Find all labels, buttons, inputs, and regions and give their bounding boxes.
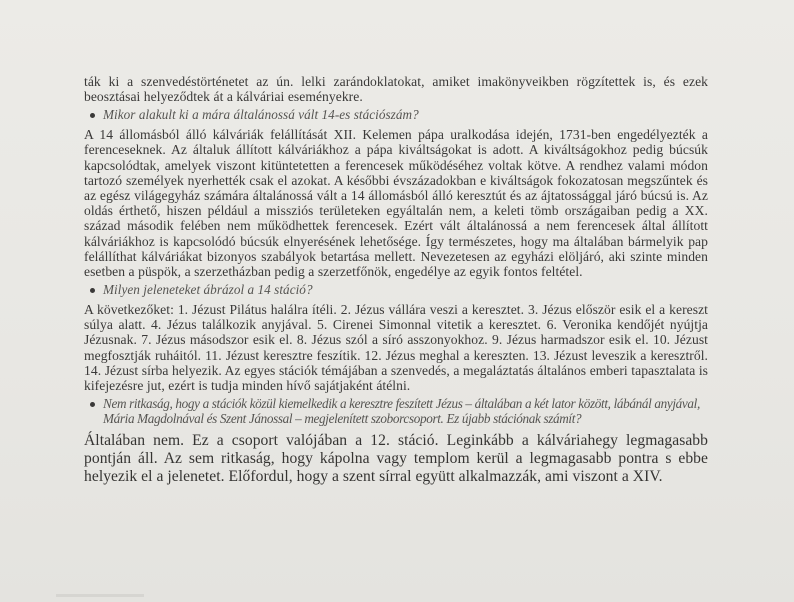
question-station-count <box>84 108 708 123</box>
paragraph-history: A 14 állomásból álló kálváriák felállítását XII. Kelemen pápa uralkodása idején, 1731-ben engedélyezték a ferenceseknek. Az általuk állított kálváriákhoz a pápa kiváltságokat is adott. A kiváltságokhoz pedig búcsúk kapcsolódtak, amelyek viszont kitüntetetten a ferencesek működéséhez voltak kötve. A rendhez valami módon tartozó személyek nyerhették csak el azokat. A későbbi évszázadokban e kiváltságok fokozatosan megszűntek és az egész világegyház számára általánossá vált a 14 állomásból álló keresztút és az ájtatossággal járó búcsú is. Az oldás érthető, hiszen például a missziós területeken egyáltalán nem, a keleti tömb országaiban pedig a XX. század második felében nem működhettek ferencesek. Ezért vált általánossá a nem ferencesek által állított kálváriákhoz is kapcsolódó búcsúk elnyerésének lehetősége. Így természetes, hogy ma általában bármelyik pap felállíthat kálváriákat bizonyos szabályok betartása mellett. Nevezetesen az egyházi elöljáró, aki szinte minden esetben a püspök, a szerzetházban pedig a szerzetfőnök, engedélye az egyik fontos feltétel. <box>84 127 708 280</box>
question-text: Nem ritkaság, hogy a stációk közül kiemelkedik a keresztre feszített Jézus – általában a két lator között, lábánál anyjával, Mária Magdolnával és Szent Jánossal – megjelenített szoborcsoport. Ez újabb stációnak számít? <box>103 396 700 427</box>
question-text: Mikor alakult ki a mára általánossá vált 14-es stációszám? <box>103 107 419 123</box>
question-crucifixion-group <box>84 397 708 427</box>
paragraph-answer: Általában nem. Ez a csoport valójában a 12. stáció. Leginkább a kálváriahegy legmagasabb pontján áll. Az sem ritkaság, hogy kápolna vagy templom kerül a legmagasabb pontra s ebbe helyezik el a jelenetet. Előfordul, hogy a szent sírral együtt alkalmazzák, ami viszont a XIV. <box>84 431 708 486</box>
paragraph-station-list: A következőket: 1. Jézust Pilátus halálra ítéli. 2. Jézus vállára veszi a keresztet. 3. Jézus először esik el a kereszt súlya alatt. 4. Jézus találkozik anyjával. 5. Cirenei Simonnal vitetik a keresztet. 6. Veronika kendőjét nyújtja Jézusnak. 7. Jézus másodszor esik el. 8. Jézus szól a síró asszonyokhoz. 9. Jézus harmadszor esik el. 10. Jézust megfosztják ruháitól. 11. Jézust keresztre feszítik. 12. Jézus meghal a kereszten. 13. Jézust leveszik a keresztről. 14. Jézust sírba helyezik. Az egyes stációk témájában a szenvedés, a megaláztatás általános emberi tapasztalata is kifejezésre jut, ezért is tudja minden hívő sajátjaként átélni. <box>84 302 708 394</box>
paragraph-intro: ták ki a szenvedéstörténetet az ún. lelki zarándoklatokat, amiket imakönyveikben rögzítettek is, és ezek beosztásai helyeződtek át a kálváriai eseményekre. <box>84 74 708 105</box>
bullet-icon <box>90 402 95 407</box>
question-text: Milyen jeleneteket ábrázol a 14 stáció? <box>103 282 313 298</box>
page-edge-mark <box>56 594 144 597</box>
bullet-icon <box>90 288 95 293</box>
question-station-scenes <box>84 283 708 298</box>
bullet-icon <box>90 113 95 118</box>
text-column <box>84 74 708 486</box>
